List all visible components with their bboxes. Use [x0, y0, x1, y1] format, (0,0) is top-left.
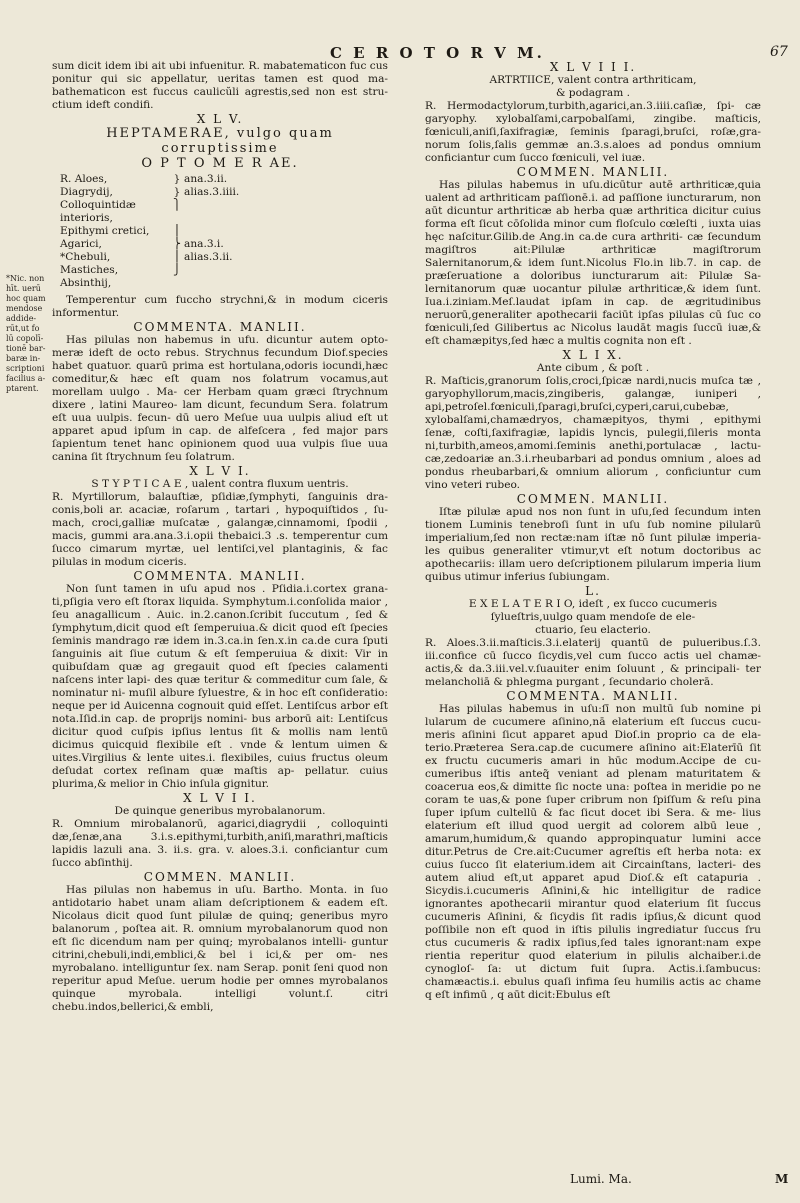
- commentary-heading: COMMEN. MANLII.: [143, 870, 297, 884]
- ingredient-dose: ana.3.i.: [184, 238, 224, 250]
- commentary-text: Has pilulas non habemus in uſu. Bartho. Monta. in ſuo antidotario habet unam aliam deſcriptionem & eadem eſt. Nicolaus dicit quod ſunt pilulæ de quinq; generibus myro balanorum , poſtea ait. R. omnium myrobalanorum quod non eſt ſic dicendum nam per quinq; myrobalanos intelli- guntur citrini,chebuli,indi,emblici,& bel i ici,& per om- nes myrobalano. intelliguntur ſex. nam Serap. ponit ſeni quod non reperitur apud Meſue. uerum hodie per omnes myrobalanos quinque myrobala. intelligi volunt.ſ. citri chebu.indos,bellerici,& embli,: [52, 884, 388, 1013]
- commentary-heading: COMMENTA. MANLII.: [506, 689, 680, 703]
- catchword: Lumi. Ma.: [570, 1172, 632, 1186]
- section-50-text: R. Aloes.3.ii.maſticis.3.i.elaterij quantū de pulueribus.ſ.3. iii.confice cū ſucco ſicydis,vel cum ſucco actis uel chamæ- actis,& da.3.iii.vel.v.ſuauiter enim ſoluunt , & principali- ter melancholiā & phlegma purgant , ſecundario cholerā.: [425, 637, 761, 688]
- section-46-text: R. Myrtillorum, balauſtiæ, pſidiæ,ſymphyti, ſanguinis dra- conis,boli ar. acaciæ, roſarum , tartari , hypoquiſtidos , ſu- mach, croci,galliæ muſcatæ , galangæ,cinnamomi, ſpodii , macis, gummi ara.ana.3.i.opii thebaici.3 .s. temperentur cum ſucco cimarum myrtæ, uel lentiſci,vel plantaginis, & fac pilulas in modum ciceris.: [52, 491, 388, 568]
- commentary-text: Non ſunt tamen in uſu apud nos . Pſidia.i.cortex grana- ti,pſigia vero eſt ſtorax liquida. Symphytum.i.conſolida maior , ſeu anagallicum . Auic. in.2.canon.ſcribit ſuccutum , ſed & ſymphytum,dicit quod eſt ſemperuiua.& dicit quod eſt ſpecies ſeminis mandrago ræ idem in.3.ca.in ſen.x.in ca.de cura ſputi ſanguinis ait ſiue cutum & eſt ſemperuiua & dixit: Vir in quibuſdam quæ ag gregauit quod eſt ſpecies calamenti naſcens inter lapi- des quæ teritur & commeditur cum ſale, & nominatur ni- muſil albure ſyluestre, & in hoc eſt conſideratio: neque per id Auicenna cognouit quid eſſet. Lentiſcus arbor eſt nota.Iſid.in cap. de proprijs nomini- bus arborū ait: Lentiſcus dicitur quod cuſpis ipſius lentus ſit & mollis nam lentū dicimus quicquid flexibile eſt . vnde & lentum uimen & uites.Virgilius & lente uites.i. flexibiles, cuius fructus oleum deſudat cortex reſinam quæ maſtis ap- pellatur. cuius plurima,& melior in Chio inſula gignitur.: [52, 583, 388, 790]
- ingredient-name: Absinthij,: [60, 277, 112, 289]
- ingredient-row: [60, 277, 388, 290]
- ingredient-dose: [184, 277, 264, 290]
- ingredient-name: Mastiches,: [60, 264, 119, 276]
- section-50-title: E X E L A T E R I O, ideſt , ex ſucco cucumeris: [468, 598, 718, 610]
- section-50-subtitle: ſylueſtris,uulgo quam mendoſe de ele-: [490, 611, 696, 623]
- section-49-text: R. Maſticis,granorum ſolis,croci,ſpicæ nardi,nucis muſca tæ , garyophyllorum,macis,zingiberis, galangæ, iuniperi , api,petroſel.fœniculi,ſparagi,bruſci,cyperi,carui,cubebæ, xylobalſami,chamædryos, chamæpityos, thymi , epithymi ſenæ, coſti,ſaxifragiæ, lapidis lyncis, pulegii,ſileris monta ni,turbith,ameos,amomi.ſeminis anethi,portulacæ , lactu- cæ,zedoariæ an.3.i.rheubarbari ad pondus omnium , aloes ad pondus rheubarbari,& omnium aliorum , conficiuntur cum vino veteri rubeo.: [425, 375, 761, 491]
- page-number: 67: [770, 44, 788, 60]
- ingredient-dose: alias.3.iiii.: [184, 186, 240, 198]
- section-48-number: X L V I I I.: [549, 60, 637, 74]
- running-title: C E R O T O R V M.: [330, 44, 545, 62]
- ingredient-name: R. Aloes,: [60, 173, 108, 185]
- commentary-heading: COMMENTA. MANLII.: [133, 320, 307, 334]
- intro-paragraph: sum dicit idem ibi ait ubi infuenitur. R. mabatematicon fuc cus ponitur qui sic appellatur, ueritas tamen est quod ma- bathematicon est fuccus caulicŭli agrestis,sed non est stru- ctium ideft condifi.: [52, 60, 388, 111]
- section-45-title: HEPTAMERAE, vulgo quam corruptissime: [106, 126, 334, 156]
- commentary-heading: COMMENTA. MANLII.: [133, 569, 307, 583]
- section-49-number: X L I X.: [562, 348, 624, 362]
- ingredient-dose: alias.3.ii.: [184, 251, 233, 263]
- signature-mark: M: [775, 1172, 789, 1186]
- section-45-text: Temperentur cum fuccho strychni,& in modum ciceris informentur.: [52, 294, 388, 319]
- commentary-heading: COMMEN. MANLII.: [516, 492, 670, 506]
- section-45-number: X L V.: [196, 112, 244, 126]
- section-48-subtitle: & podagram .: [556, 87, 630, 99]
- section-47-title: De quinque generibus myrobalanorum.: [114, 805, 326, 817]
- ingredient-row: Diagrydij, } alias.3.iiii.: [60, 186, 388, 199]
- ingredient-name: *Chebuli,: [60, 251, 111, 263]
- section-46-title: S T Y P T I C A E , ualent contra fluxum uentris.: [91, 478, 349, 490]
- commentary-text: Has pilulas habemus in uſu.dicūtur autē arthriticæ,quia ualent ad arthriticam paſſionē.i. ad paſſione iuncturarum, non aūt dicuntur arthriticæ ab herba quæ arthritica dicitur cuius forma eſt ſicut cōſolida minor cum floſculo cœleſti , iuxta uias hęc naſcitur.Gilib.de Ang.in ca.de cura arthriti- cæ ſecundum magiſtros ait:Pilulæ arthriticæ magiſtrorum Salernitanorum,& idem ſunt.Nicolus Flo.in lib.7. in cap. de præſeruatione a doloribus iuncturarum ait: Pilulæ Sa- lernitanorum quæ uocantur pilulæ arthriticæ,& idem ſunt. Iua.i.ziniam.Meſ.laudat ipſam in cap. de ægritudinibus neruorū,generaliter apothecarii faciūt ipſas pilulas cū ſuc co fœniculi,ſed Gilibertus ac Nicolus laudāt magis ſuccū iuæ,& eſt chamæpitys,ſed hæc a multis cognita non eſt .: [425, 179, 761, 347]
- right-column: [425, 60, 761, 1002]
- commentary-text: Has pilulas habemus in uſu:ſī non multū ſub nomine pi lularum de cucumere aſinino,nā elaterium eſt ſuccus cucu- meris aſinini ſicut apparet apud Dioſ.in proprio ca de ela- terio.Præterea Sera.cap.de cucumere aſinino ait:Elaterīū ſit ex fructu cucumeris amari in hūc modum.Accipe de cu- cumeribus iſtis anteq̃ veniant ad plenam maturitatem & coacerua eos,& dimitte ſic nocte una: poſtea in meridie po ne coram te uas,& pone ſuper cribrum non ſpiſſum & reſu pina ſuper ipſum cultellū & fac ſicut docet ibi Sera. & me- lius elaterium eſt illud quod uergit ad colorem albū leue , amarum,humidum,& quando appropinquatur lumini acce ditur.Petrus de Cre.ait:Cucumer agreſtis eſt herba nota: ex cuius ſucco ſit elaterium.idem ait Circainſtans, lacteri- des autem aliud eſt,ut apparet apud Dioſ.& eſt catapuria . Sicydis.i.cucumeris Aſinini,& hic intelligitur de radice ignorantes apothecarii mirantur quod elaterium ſit ſuccus cucumeris Aſinini, & ſicydis ſit radis ipſius,& dicunt quod poſſibile non eſt quod in iſtis pilulis ingrediatur ſuccus ſru ctus cucumeris & radix ipſius,ſed tales ignorant:nam expe rientia reperitur quod elaterium in pilulis alchaiber.i.de cynogloſ- ſa: ut dictum fuit ſupra. Actis.i.ſambucus: chamæactis.i. ebulus quaſi infima ſeu humilis actis ac chame q eſt infimū , q aūt dicit:Ebulus eſt: [425, 703, 761, 1001]
- ingredient-name: Colloquintidæ interioris,: [60, 199, 136, 224]
- ingredient-dose: [184, 264, 264, 277]
- ingredient-dose: [184, 225, 264, 238]
- section-48-text: R. Hermodactylorum,turbith,agarici,an.3.iiii.caſiæ, ſpi- cæ garyophy. xylobalſami,carpobalſami, zingibe. maſticis, fœniculi,aniſi,ſaxifragiæ, ſeminis ſparagi,bruſci, roſæ,gra- norum ſolis,ſalis gemmæ an.3.s.aloes ad pondus omnium conficiantur cum ſucco fœniculi, vel iuæ.: [425, 100, 761, 164]
- ingredient-dose: ana.3.ii.: [184, 173, 228, 185]
- ingredient-name: Epithymi cretici,: [60, 225, 150, 237]
- left-column: [52, 60, 388, 1014]
- section-50-subtitle-2: ctuario, ſeu elacterio.: [535, 624, 651, 636]
- section-49-title: Ante cibum , & poſt .: [536, 362, 650, 374]
- commentary-text: Iſtæ pilulæ apud nos non ſunt in uſu,ſed ſecundum inten tionem Luminis tenebroſi ſunt in uſu ſub nomine pilularū imperialium,ſed non rectæ:nam iſtæ nō ſunt pilulæ imperia- les quibus generaliter vtimur,vt eſt notum doctoribus ac apothecariis: illam uero deſcriptionem pilularum imperia lium quibus utimur inferius ſubiungam.: [425, 506, 761, 583]
- section-47-text: R. Omnium mirobalanorū, agarici,diagrydii , colloquinti dæ,ſenæ,ana 3.i.s.epithymi,turbith,aniſi,marathri,maſticis lapidis lazuli ana. 3. ii.s. gra. v. aloes.3.i. conficiantur cum ſucco abſinthij.: [52, 818, 388, 869]
- commentary-text: Has pilulas non habemus in ufu. dicuntur autem opto- meræ ideft de octo rebus. Strychnus fecundum Diof.species habet quatuor. quarū prima est hortulana,odoris iocundi,hæc comeditur,& hæc eſt quam nos folatrum vocamus,aut morellam uulgo . Ma- cer Herbam quam græci ſtrychnum dixere , latini Maureo- lam dicunt, fecundum Sera. folatrum eſt uua uulpis. fecun- dū uero Meſue uua uulpis aliud eſt ut apparet apud ipſum in cap. de alfeſcera , fed major pars ſapientum tenet hanc opinionem quod uua vulpis ſiue uua canina ſit ſtrychnum ſeu ſolatrum.: [52, 334, 388, 463]
- section-45-subtitle: O P T O M E R AE.: [141, 156, 299, 171]
- section-50-number: L.: [585, 584, 601, 598]
- ingredient-row: Agarici, ⎬ ana.3.i.: [60, 238, 388, 251]
- ingredient-row: *Chebuli, ⎪ alias.3.ii.: [60, 251, 388, 264]
- section-46-number: X L V I.: [189, 464, 251, 478]
- ingredient-row: R. Aloes, } ana.3.ii.: [60, 173, 388, 186]
- margin-note: *Nic. non hīt. uerū hoc quam mendose addide- rūt,ut fo lū copolī- tionē bar- baræ in- scriptioni facilius a- ptarent.: [6, 274, 46, 393]
- ingredient-row: Epithymi cretici, ⎪: [60, 225, 388, 238]
- commentary-heading: COMMEN. MANLII.: [516, 165, 670, 179]
- section-48-title: ARTRTIICE, valent contra arthriticam,: [489, 74, 697, 86]
- section-47-number: X L V I I.: [183, 791, 257, 805]
- ingredient-name: Agarici,: [60, 238, 102, 250]
- ingredient-dose: [184, 199, 264, 225]
- ingredient-row: Mastiches, ⎭: [60, 264, 388, 277]
- ingredient-name: Diagrydij,: [60, 186, 113, 198]
- ingredient-row: Colloquintidæ interioris, ⎫: [60, 199, 388, 225]
- ingredient-table: [60, 173, 388, 290]
